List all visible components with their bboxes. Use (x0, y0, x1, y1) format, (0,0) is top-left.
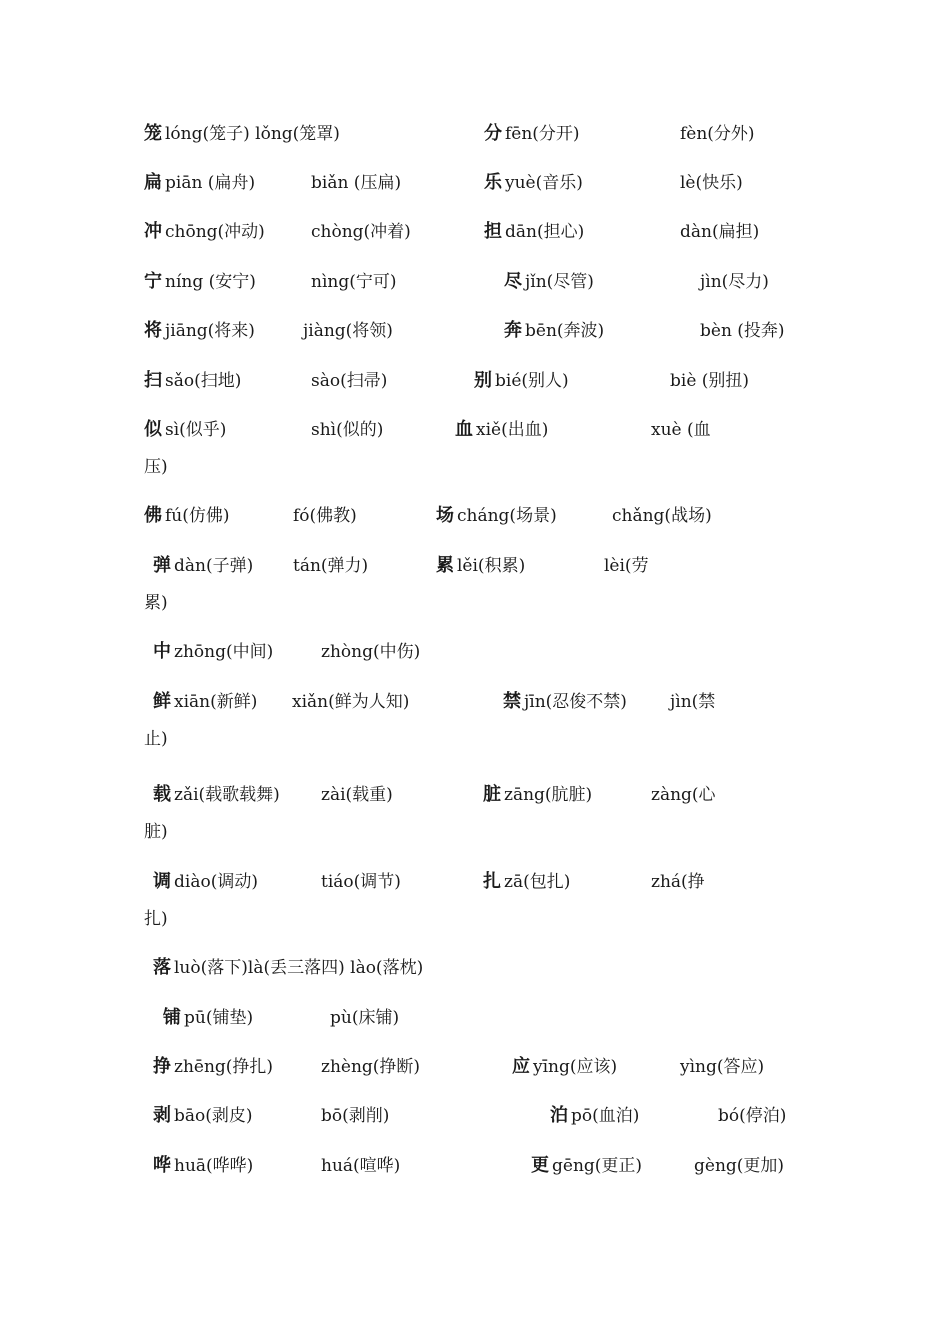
reading: lóng(笼子) lǒng(笼罩) (165, 124, 340, 144)
reading-alt: bō(剥削) (321, 1106, 390, 1126)
entry-ning (144, 272, 256, 292)
headword: 担 (484, 221, 502, 242)
reading: zhōng(中间) (174, 642, 274, 662)
reading-alt: xiǎn(鲜为人知) (292, 692, 410, 712)
reading: yīng(应该) (533, 1057, 618, 1077)
entry-za (483, 872, 570, 892)
headword: 扫 (144, 370, 162, 391)
headword: 中 (153, 641, 171, 662)
entry-ben (504, 321, 604, 341)
entry-bian (144, 173, 255, 193)
headword: 禁 (503, 691, 521, 712)
reading: luò(落下)là(丢三落四) lào(落枕) (174, 958, 424, 978)
reading-alt: zhèng(挣断) (321, 1057, 421, 1077)
entry-bao (153, 1106, 253, 1126)
reading-alt: zhòng(中伤) (321, 642, 421, 662)
headword: 弹 (153, 555, 171, 576)
entry-jin2 (503, 692, 627, 712)
headword: 载 (153, 784, 171, 805)
headword: 奔 (504, 320, 522, 341)
reading: fēn(分开) (505, 124, 580, 144)
reading-alt: zhá(挣 (651, 872, 705, 892)
reading: sì(似乎) (165, 420, 227, 440)
reading-alt: pù(床铺) (330, 1008, 400, 1028)
headword: 剥 (153, 1105, 171, 1126)
reading: diào(调动) (174, 872, 258, 892)
reading: xiě(出血) (476, 420, 549, 440)
entry-pu (163, 1008, 253, 1028)
headword: 将 (144, 320, 162, 341)
wrapped-text: 压) (144, 457, 168, 477)
reading: dàn(子弹) (174, 556, 254, 576)
entry-ying (512, 1057, 617, 1077)
reading-alt: gèng(更加) (694, 1156, 785, 1176)
reading: zā(包扎) (504, 872, 571, 892)
entry-jin (504, 272, 594, 292)
reading: yuè(音乐) (505, 173, 583, 193)
headword: 应 (512, 1056, 530, 1077)
headword: 泊 (550, 1105, 568, 1126)
entry-zhong (153, 642, 273, 662)
reading: sǎo(扫地) (165, 371, 242, 391)
reading: jiāng(将来) (165, 321, 255, 341)
reading: bié(别人) (495, 371, 569, 391)
reading-alt: zàng(心 (651, 785, 716, 805)
entry-yue (484, 173, 583, 193)
reading: zhēng(挣扎) (174, 1057, 274, 1077)
entry-dan2 (153, 556, 253, 576)
reading: zǎi(载歌载舞) (174, 785, 280, 805)
entry-lei (436, 556, 525, 576)
entry-sao (144, 371, 241, 391)
entry-long (144, 124, 340, 144)
headword: 乐 (484, 172, 502, 193)
reading: gēng(更正) (552, 1156, 643, 1176)
headword: 场 (436, 505, 454, 526)
reading: huā(哗哗) (174, 1156, 254, 1176)
reading-alt: sào(扫帚) (311, 371, 388, 391)
reading: cháng(场景) (457, 506, 557, 526)
reading-alt: shì(似的) (311, 420, 384, 440)
reading-alt: bèn (投奔) (700, 321, 785, 341)
reading: chōng(冲动) (165, 222, 265, 242)
reading: pō(血泊) (571, 1106, 640, 1126)
entry-jiang (144, 321, 255, 341)
headword: 宁 (144, 271, 162, 292)
reading-alt: dàn(扁担) (680, 222, 760, 242)
headword: 冲 (144, 221, 162, 242)
entry-zai (153, 785, 280, 805)
entry-luo (153, 958, 423, 978)
headword: 哗 (153, 1155, 171, 1176)
entry-dan (484, 222, 584, 242)
reading-alt: lèi(劳 (604, 556, 649, 576)
reading: bēn(奔波) (525, 321, 605, 341)
reading-alt: jiàng(将领) (303, 321, 393, 341)
headword: 挣 (153, 1056, 171, 1077)
headword: 似 (144, 419, 162, 440)
reading-alt: nìng(宁可) (311, 272, 397, 292)
entry-fo (144, 506, 230, 526)
reading: jǐn(尽管) (525, 272, 594, 292)
headword: 落 (153, 957, 171, 978)
headword: 分 (484, 123, 502, 144)
reading-alt: zài(载重) (321, 785, 393, 805)
reading-alt: huá(喧哗) (321, 1156, 401, 1176)
reading-alt: yìng(答应) (680, 1057, 765, 1077)
reading: jīn(忍俊不禁) (524, 692, 627, 712)
reading: pū(铺垫) (184, 1008, 254, 1028)
wrapped-text: 止) (144, 729, 168, 749)
reading: lěi(积累) (457, 556, 526, 576)
entry-xue (455, 420, 548, 440)
reading: fú(仿佛) (165, 506, 230, 526)
headword: 铺 (163, 1007, 181, 1028)
headword: 扁 (144, 172, 162, 193)
reading-alt: lè(快乐) (680, 173, 743, 193)
entry-xian (153, 692, 257, 712)
reading-alt: tiáo(调节) (321, 872, 401, 892)
wrapped-text: 累) (144, 593, 168, 613)
entry-hua (153, 1156, 253, 1176)
reading-alt: xuè (血 (651, 420, 711, 440)
reading-alt: jìn(禁 (670, 692, 716, 712)
reading-alt: fó(佛教) (293, 506, 357, 526)
reading-alt: chòng(冲着) (311, 222, 411, 242)
headword: 血 (455, 419, 473, 440)
reading: piān (扁舟) (165, 173, 256, 193)
reading-alt: biè (别扭) (670, 371, 750, 391)
headword: 脏 (483, 784, 501, 805)
entry-diao (153, 872, 258, 892)
reading-alt: chǎng(战场) (612, 506, 712, 526)
reading: zāng(肮脏) (504, 785, 593, 805)
wrapped-text: 扎) (144, 909, 168, 929)
reading: xiān(新鲜) (174, 692, 258, 712)
headword: 鲜 (153, 691, 171, 712)
reading-alt: fèn(分外) (680, 124, 755, 144)
reading-alt: tán(弹力) (293, 556, 369, 576)
headword: 扎 (483, 871, 501, 892)
headword: 别 (474, 370, 492, 391)
entry-zheng (153, 1057, 273, 1077)
reading: níng (安宁) (165, 272, 256, 292)
entry-bie (474, 371, 569, 391)
entry-geng (531, 1156, 642, 1176)
headword: 尽 (504, 271, 522, 292)
headword: 佛 (144, 505, 162, 526)
reading: bāo(剥皮) (174, 1106, 253, 1126)
headword: 更 (531, 1155, 549, 1176)
entry-zang (483, 785, 592, 805)
entry-po (550, 1106, 639, 1126)
entry-chong (144, 222, 265, 242)
headword: 累 (436, 555, 454, 576)
entry-si (144, 420, 226, 440)
wrapped-text: 脏) (144, 822, 168, 842)
headword: 调 (153, 871, 171, 892)
entry-chang (436, 506, 557, 526)
reading-alt: jìn(尽力) (700, 272, 769, 292)
entry-fen (484, 124, 580, 144)
reading-alt: bó(停泊) (718, 1106, 787, 1126)
reading: dān(担心) (505, 222, 585, 242)
reading-alt: biǎn (压扁) (311, 173, 402, 193)
headword: 笼 (144, 123, 162, 144)
